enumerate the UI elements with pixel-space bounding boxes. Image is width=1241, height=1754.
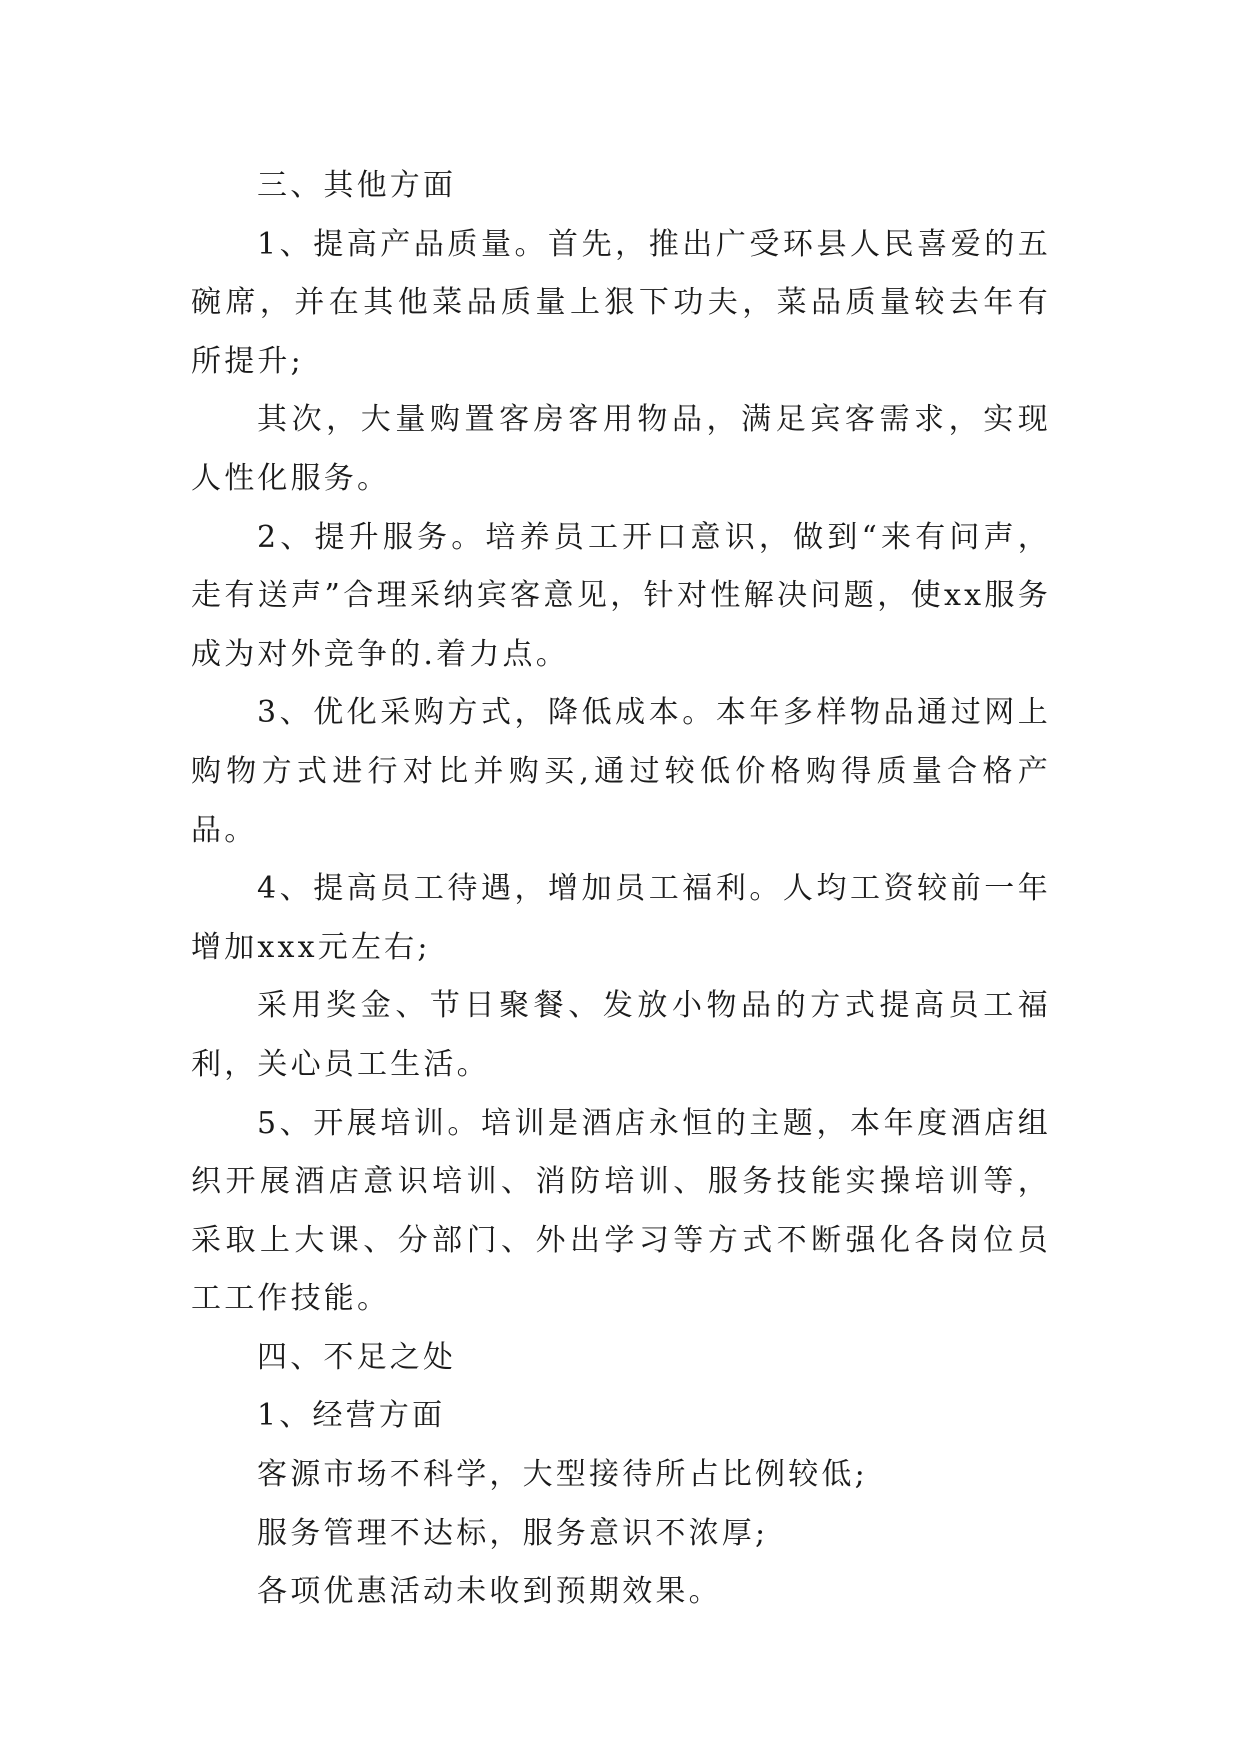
paragraph-customer-market: 客源市场不科学，大型接待所占比例较低; xyxy=(257,1457,868,1493)
paragraph-guest-room-supplies: 其次，大量购置客房客用物品，满足宾客需求，实现人性化服务。 xyxy=(191,402,1051,496)
document-body xyxy=(191,157,1051,1622)
section-heading-other-aspects: 三、其他方面 xyxy=(257,168,457,203)
paragraph-service-management: 服务管理不达标，服务意识不浓厚; xyxy=(257,1515,769,1551)
paragraph-purchasing: 3、优化采购方式，降低成本。本年多样物品通过网上购物方式进行对比并购买,通过较低价格购得质量合格产品。 xyxy=(191,695,1051,848)
paragraph-promotions: 各项优惠活动未收到预期效果。 xyxy=(257,1574,722,1610)
section-heading-shortcomings: 四、不足之处 xyxy=(257,1339,457,1375)
paragraph-improve-service: 2、提升服务。培养员工开口意识，做到“来有问声，走有送声”合理采纳宾客意见，针对性解决问题，使xx服务成为对外竞争的.着力点。 xyxy=(191,519,1051,672)
paragraph-staff-pay: 4、提高员工待遇，增加员工福利。人均工资较前一年增加xxx元左右; xyxy=(191,871,1051,965)
paragraph-product-quality: 1、提高产品质量。首先，推出广受环县人民喜爱的五碗席，并在其他菜品质量上狠下功夫，菜品质量较去年有所提升; xyxy=(191,226,1051,379)
paragraph-staff-welfare: 采用奖金、节日聚餐、发放小物品的方式提高员工福利，关心员工生活。 xyxy=(191,988,1051,1082)
paragraph-training: 5、开展培训。培训是酒店永恒的主题，本年度酒店组织开展酒店意识培训、消防培训、服务技能实操培训等，采取上大课、分部门、外出学习等方式不断强化各岗位员工工作技能。 xyxy=(191,1105,1051,1317)
subheading-operations: 1、经营方面 xyxy=(257,1398,446,1434)
